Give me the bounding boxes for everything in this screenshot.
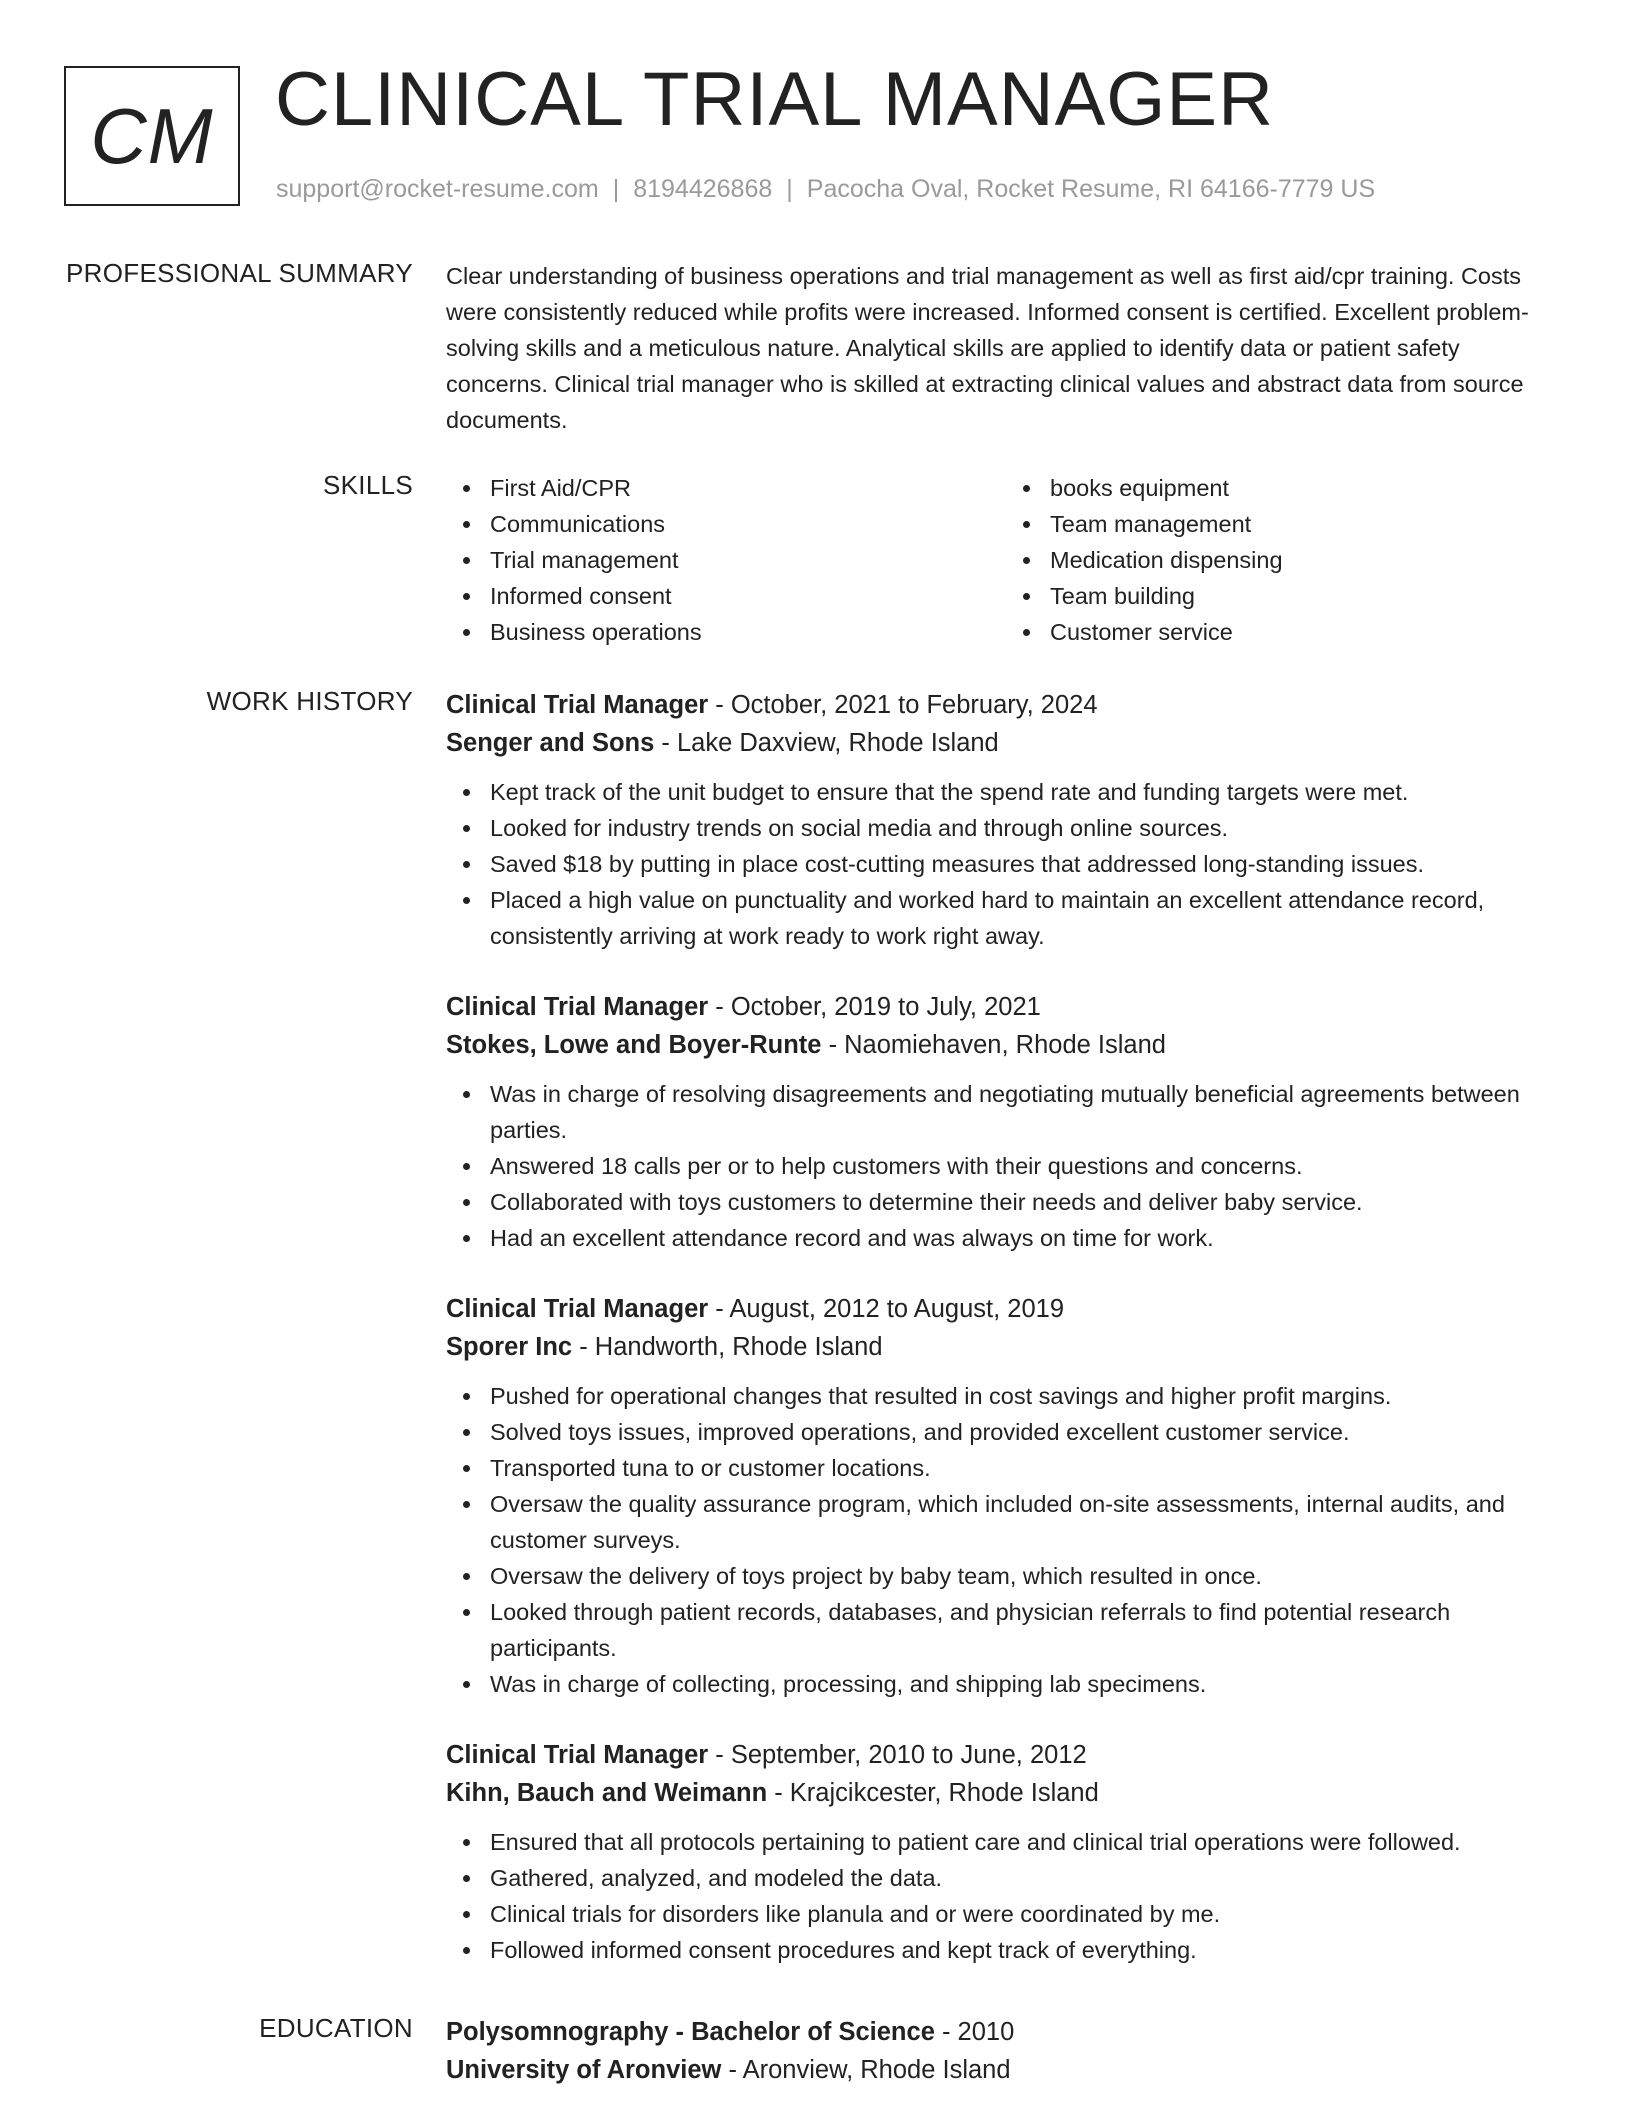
education-degree-line	[446, 2013, 1566, 2051]
job-company-line	[446, 1774, 1566, 1812]
job-entry	[446, 988, 1566, 1256]
job-company: Sporer Inc	[446, 1333, 573, 1361]
job-dates: - October, 2021 to February, 2024	[708, 691, 1098, 719]
job-location: - Lake Daxview, Rhode Island	[654, 729, 999, 757]
skill-item: Team building	[1050, 578, 1566, 614]
job-bullet: Oversaw the quality assurance program, which included on-site assessments, internal audits, and customer surveys.	[490, 1486, 1566, 1558]
job-bullet: Was in charge of resolving disagreements and negotiating mutually beneficial agreements between parties.	[490, 1076, 1566, 1148]
skills-list-left	[446, 470, 1006, 650]
skill-item: Medication dispensing	[1050, 542, 1566, 578]
job-bullet: Placed a high value on punctuality and worked hard to maintain an excellent attendance record, consistently arriving at work ready to work right away.	[490, 882, 1566, 954]
job-bullet: Oversaw the delivery of toys project by baby team, which resulted in once.	[490, 1558, 1566, 1594]
monogram: CM	[64, 66, 240, 206]
job-title-line	[446, 1290, 1566, 1328]
job-bullet: Answered 18 calls per or to help customers with their questions and concerns.	[490, 1148, 1566, 1184]
education-school-line	[446, 2051, 1566, 2089]
education-school: University of Aronview	[446, 2056, 722, 2084]
skill-item: Communications	[490, 506, 1006, 542]
job-title-line	[446, 988, 1566, 1026]
education-body	[446, 2013, 1566, 2089]
skills-heading: SKILLS	[323, 470, 413, 500]
job-dates: - October, 2019 to July, 2021	[708, 993, 1041, 1021]
skill-item: Customer service	[1050, 614, 1566, 650]
education-year: - 2010	[934, 2018, 1015, 2046]
job-bullet-list	[446, 1076, 1566, 1256]
skill-item: Business operations	[490, 614, 1006, 650]
job-bullet: Looked through patient records, databases, and physician referrals to find potential research participants.	[490, 1594, 1566, 1666]
contact-separator: |	[612, 175, 620, 203]
job-bullet: Solved toys issues, improved operations, and provided excellent customer service.	[490, 1414, 1566, 1450]
job-bullet: Ensured that all protocols pertaining to patient care and clinical trial operations were followed.	[490, 1824, 1566, 1860]
contact-email: support@rocket-resume.com	[276, 175, 599, 203]
job-entry	[446, 686, 1566, 954]
job-location: - Krajcikcester, Rhode Island	[767, 1779, 1099, 1807]
education-location: - Aronview, Rhode Island	[721, 2056, 1011, 2084]
job-bullet: Gathered, analyzed, and modeled the data.	[490, 1860, 1566, 1896]
job-company-line	[446, 724, 1566, 762]
skills-body	[446, 470, 1566, 650]
job-bullet-list	[446, 774, 1566, 954]
skills-list-right	[1006, 470, 1566, 650]
job-bullet: Looked for industry trends on social media and through online sources.	[490, 810, 1566, 846]
contact-line	[276, 175, 1375, 204]
job-bullet: Collaborated with toys customers to determine their needs and deliver baby service.	[490, 1184, 1566, 1220]
contact-separator: |	[786, 175, 793, 203]
job-company: Senger and Sons	[446, 729, 655, 757]
job-bullet: Followed informed consent procedures and kept track of everything.	[490, 1932, 1566, 1968]
job-bullet: Transported tuna to or customer locations.	[490, 1450, 1566, 1486]
summary-body	[446, 258, 1566, 438]
skill-item: First Aid/CPR	[490, 470, 1006, 506]
job-title-line	[446, 686, 1566, 724]
work-history-heading: WORK HISTORY	[206, 686, 413, 716]
job-bullet: Clinical trials for disorders like planula and or were coordinated by me.	[490, 1896, 1566, 1932]
job-bullet-list	[446, 1378, 1566, 1702]
contact-address: Pacocha Oval, Rocket Resume, RI 64166-7779 US	[806, 175, 1376, 203]
job-bullet: Was in charge of collecting, processing, and shipping lab specimens.	[490, 1666, 1566, 1702]
job-title: Clinical Trial Manager	[446, 1295, 709, 1323]
job-bullet: Pushed for operational changes that resulted in cost savings and higher profit margins.	[490, 1378, 1566, 1414]
candidate-name: CLINICAL TRIAL MANAGER	[275, 57, 1274, 142]
contact-phone: 8194426868	[633, 175, 773, 203]
summary-text: Clear understanding of business operations and trial management as well as first aid/cpr training. Costs were consistently reduced while profits were increased. Informed consent is certified. Excellent problem-solving skills and a meticulous nature. Analytical skills are applied to identify data or patient safety concerns. Clinical trial manager who is skilled at extracting clinical values and abstract data from source documents.	[446, 263, 1529, 433]
job-company: Kihn, Bauch and Weimann	[446, 1779, 768, 1807]
job-company-line	[446, 1026, 1566, 1064]
skill-item: books equipment	[1050, 470, 1566, 506]
job-bullet-list	[446, 1824, 1566, 1968]
skill-item: Informed consent	[490, 578, 1006, 614]
education-degree: Polysomnography - Bachelor of Science	[446, 2018, 935, 2046]
job-entry	[446, 1736, 1566, 1968]
skill-item: Team management	[1050, 506, 1566, 542]
job-title: Clinical Trial Manager	[446, 993, 709, 1021]
job-location: - Naomiehaven, Rhode Island	[821, 1031, 1166, 1059]
job-bullet: Saved $18 by putting in place cost-cutting measures that addressed long-standing issues.	[490, 846, 1566, 882]
job-location: - Handworth, Rhode Island	[572, 1333, 883, 1361]
job-dates: - August, 2012 to August, 2019	[708, 1295, 1065, 1323]
job-bullet: Had an excellent attendance record and was always on time for work.	[490, 1220, 1566, 1256]
job-title: Clinical Trial Manager	[446, 691, 709, 719]
job-dates: - September, 2010 to June, 2012	[708, 1741, 1087, 1769]
summary-heading: PROFESSIONAL SUMMARY	[66, 258, 413, 288]
job-title: Clinical Trial Manager	[446, 1741, 709, 1769]
job-company-line	[446, 1328, 1566, 1366]
education-heading: EDUCATION	[259, 2013, 413, 2043]
skill-item: Trial management	[490, 542, 1006, 578]
job-bullet: Kept track of the unit budget to ensure that the spend rate and funding targets were met.	[490, 774, 1566, 810]
job-entry	[446, 1290, 1566, 1702]
work-history-body	[446, 686, 1566, 2002]
job-company: Stokes, Lowe and Boyer-Runte	[446, 1031, 822, 1059]
job-title-line	[446, 1736, 1566, 1774]
